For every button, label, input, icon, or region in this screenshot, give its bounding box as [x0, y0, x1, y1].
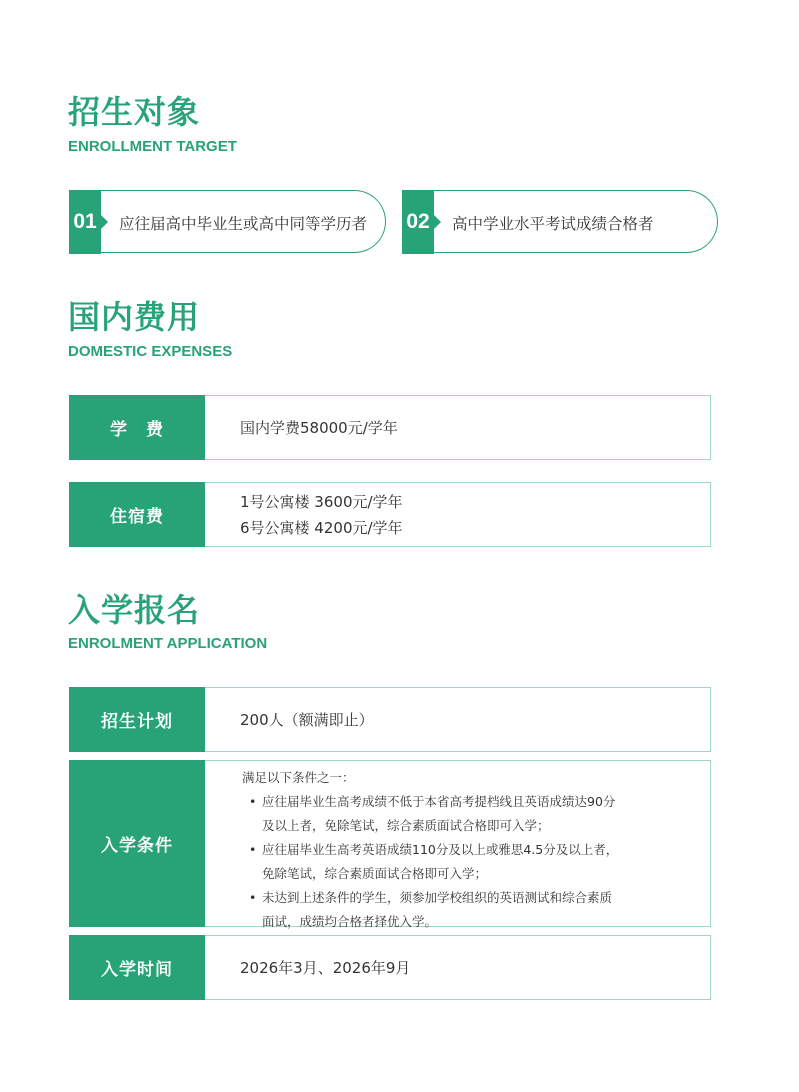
bullet-icon: •: [249, 794, 257, 809]
condition-item: [242, 790, 622, 838]
tuition-row: [69, 395, 711, 460]
section-title-application: 入学报名: [68, 591, 201, 629]
time-label: 入学时间: [69, 935, 205, 1000]
tuition-label: 学 费: [69, 395, 205, 460]
target-text: 高中学业水平考试成绩合格者: [452, 214, 654, 233]
dorm-label: 住宿费: [69, 482, 205, 547]
conditions-label: 入学条件: [69, 760, 205, 927]
time-row: [69, 935, 711, 1000]
dorm-fee-line: 6号公寓楼 4200元/学年: [240, 518, 403, 537]
bullet-icon: •: [249, 890, 257, 905]
section-subtitle-application: ENROLMENT APPLICATION: [68, 635, 268, 652]
target-item-2: [402, 190, 718, 253]
section-subtitle-target: ENROLLMENT TARGET: [68, 138, 237, 155]
target-number: 01: [69, 190, 101, 254]
target-number: 02: [402, 190, 434, 254]
plan-row: [69, 687, 711, 752]
condition-item: [242, 886, 622, 934]
conditions-intro: 满足以下条件之一：: [242, 770, 355, 785]
section-subtitle-expenses: DOMESTIC EXPENSES: [68, 343, 233, 360]
target-item-1: [69, 190, 386, 253]
dorm-fee-line: 1号公寓楼 3600元/学年: [240, 492, 403, 511]
conditions-row: [69, 760, 711, 927]
section-title-expenses: 国内费用: [68, 298, 201, 336]
arrow-right-icon: [101, 215, 108, 229]
condition-text: 未达到上述条件的学生，须参加学校组织的英语测试和综合素质面试，成绩均合格者择优入学。: [262, 890, 613, 929]
conditions-list: [242, 790, 700, 934]
arrow-right-icon: [434, 215, 441, 229]
condition-text: 应往届毕业生高考英语成绩110分及以上或雅思4.5分及以上者，免除笔试，综合素质面试合格即可入学；: [262, 842, 619, 881]
section-title-target: 招生对象: [68, 93, 201, 131]
bullet-icon: •: [249, 842, 257, 857]
plan-value: 200人（额满即止）: [240, 710, 374, 729]
condition-text: 应往届毕业生高考成绩不低于本省高考提档线且英语成绩达90分及以上者，免除笔试，综合素质面试合格即可入学；: [262, 794, 616, 833]
time-value: 2026年3月、2026年9月: [240, 958, 411, 977]
condition-item: [242, 838, 622, 886]
conditions-content: [242, 766, 700, 934]
tuition-value: 国内学费58000元/学年: [240, 418, 398, 437]
plan-label: 招生计划: [69, 687, 205, 752]
dorm-row: [69, 482, 711, 547]
target-text: 应往届高中毕业生或高中同等学历者: [119, 214, 368, 233]
